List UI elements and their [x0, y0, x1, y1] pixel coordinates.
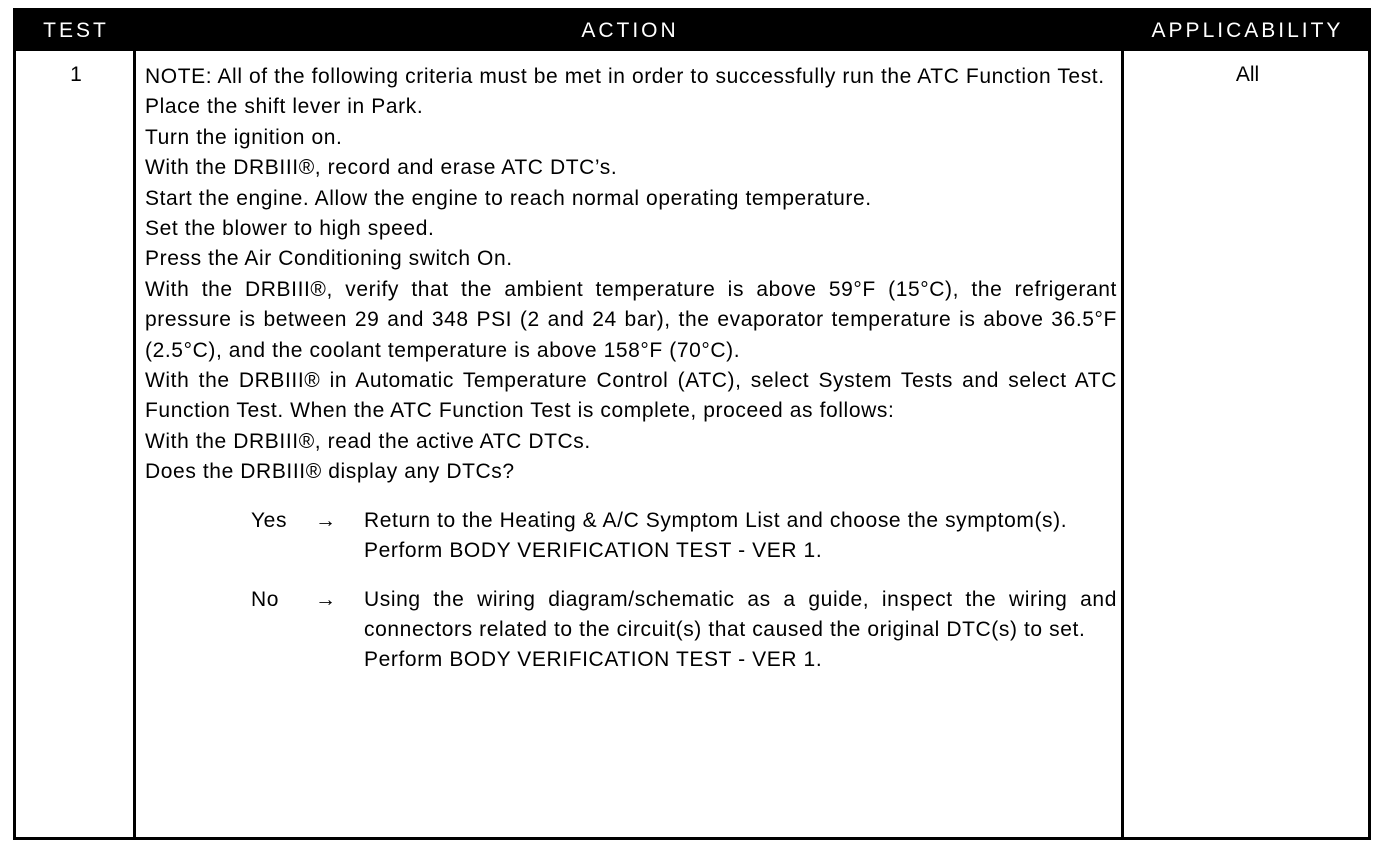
- header-test: TEST: [43, 19, 109, 42]
- action-step: Start the engine. Allow the engine to reach normal operating temperature.: [145, 186, 872, 210]
- applicability-value: All: [1235, 63, 1260, 86]
- action-step: Set the blower to high speed.: [145, 217, 435, 241]
- branch-yes-text: [364, 506, 1117, 567]
- arrow-right-icon: →: [315, 587, 337, 611]
- column-divider: [133, 51, 136, 837]
- branch-yes-line: Perform BODY VERIFICATION TEST - VER 1.: [364, 539, 823, 563]
- action-step: Does the DRBIII® display any DTCs?: [145, 460, 515, 484]
- branch-no: [145, 585, 1117, 676]
- test-number: 1: [70, 63, 82, 86]
- branch-yes: [145, 506, 1117, 567]
- action-step: Turn the ignition on.: [145, 125, 343, 149]
- action-step: With the DRBIII®, record and erase ATC DTC’s.: [145, 156, 618, 180]
- action-step: Press the Air Conditioning switch On.: [145, 247, 513, 271]
- arrow-right-icon: →: [315, 508, 337, 532]
- action-step: NOTE: All of the following criteria must be met in order to successfully run the ATC Function Test.: [145, 65, 1105, 88]
- diagnostic-table: [13, 8, 1371, 840]
- action-step: With the DRBIII®, read the active ATC DTCs.: [145, 429, 591, 453]
- branch-yes-line: Return to the Heating & A/C Symptom List and choose the symptom(s).: [364, 508, 1068, 532]
- branch-no-text: [364, 585, 1117, 676]
- action-cell: [145, 62, 1117, 676]
- action-step: Place the shift lever in Park.: [145, 95, 424, 119]
- branch-yes-label: Yes: [251, 508, 288, 532]
- header-action: ACTION: [581, 19, 679, 42]
- branch-no-line: Perform BODY VERIFICATION TEST - VER 1.: [364, 648, 823, 672]
- branch-no-line: Using the wiring diagram/schematic as a guide, inspect the wiring and connectors related to the circuit(s) that caused the original DTC(s) to set.: [364, 587, 1117, 641]
- table-header: [16, 11, 1368, 51]
- header-applicability: APPLICABILITY: [1151, 19, 1344, 42]
- column-divider: [1121, 51, 1124, 837]
- action-step: With the DRBIII®, verify that the ambient temperature is above 59°F (15°C), the refrigerant pressure is between 29 and 348 PSI (2 and 24 bar), the evaporator temperature is above 36.5°F (2.5°C), and the coolant temperature is above 158°F (70°C).: [145, 277, 1117, 362]
- branch-no-label: No: [251, 587, 280, 611]
- action-step: With the DRBIII® in Automatic Temperature Control (ATC), select System Tests and select ATC Function Test. When the ATC Function Test is complete, proceed as follows:: [145, 369, 1117, 423]
